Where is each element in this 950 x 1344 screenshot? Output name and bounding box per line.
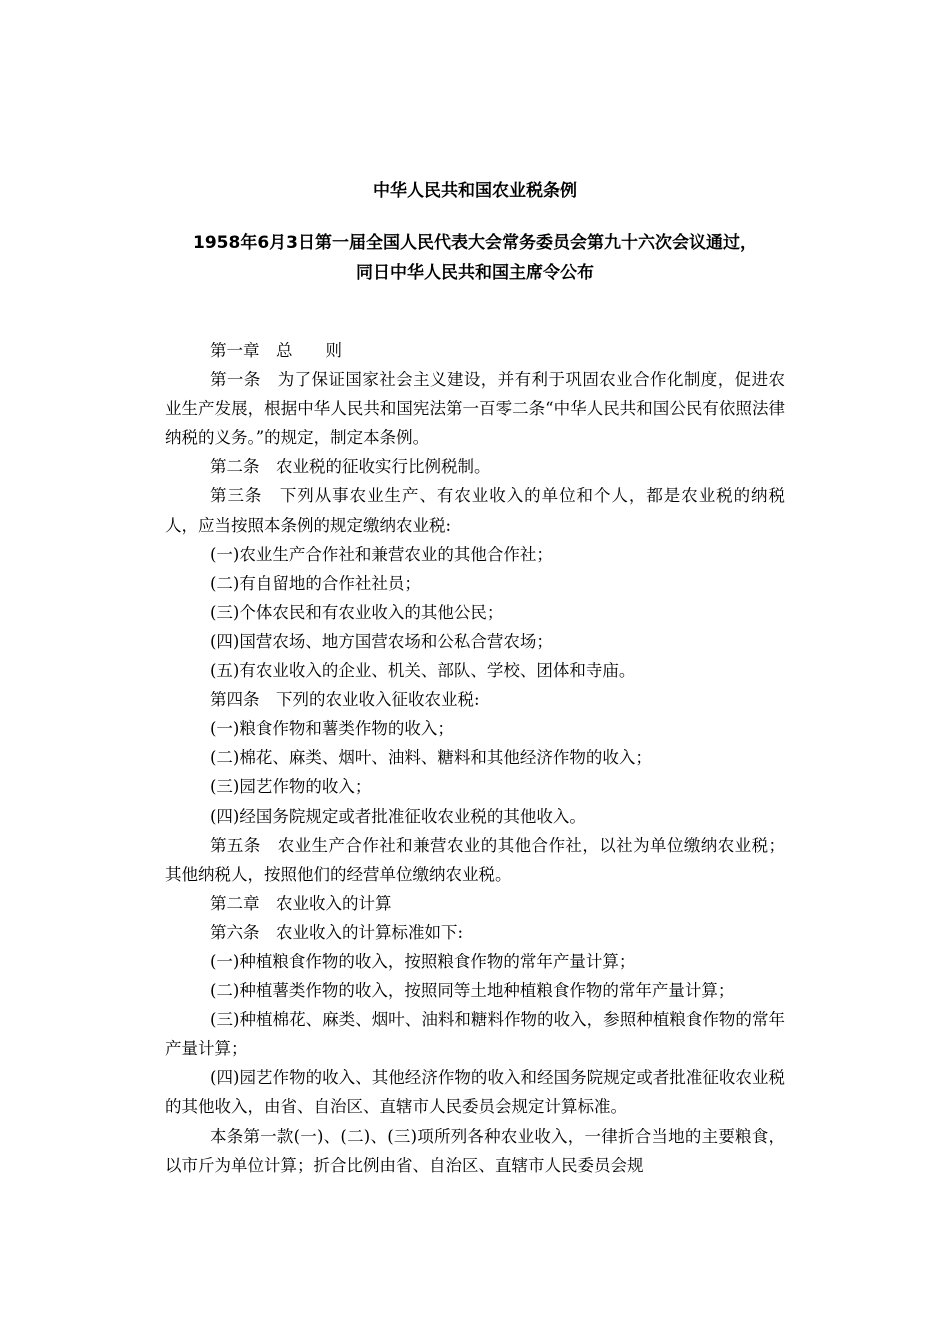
list-item: (一)粮食作物和薯类作物的收入； <box>210 719 454 739</box>
list-item: (二)种植薯类作物的收入，按照同等土地种植粮食作物的常年产量计算； <box>210 981 735 1001</box>
document-subtitle-line2: 同日中华人民共和国主席令公布 <box>356 263 594 283</box>
list-item: (四)国营农场、地方国营农场和公私合营农场； <box>210 631 553 651</box>
article-paragraph: 第六条 农业收入的计算标准如下: <box>210 922 464 942</box>
list-item: (一)农业生产合作社和兼营农业的其他合作社； <box>210 544 553 564</box>
article-paragraph: 第二条 农业税的征收实行比例税制。 <box>210 457 491 477</box>
chapter-heading: 第一章 总 则 <box>210 341 342 360</box>
list-item: (三)园艺作物的收入； <box>210 777 372 797</box>
document-body <box>165 336 785 1180</box>
list-item: (四)经国务院规定或者批准征收农业税的其他收入。 <box>210 806 586 826</box>
article-paragraph: 第五条 农业生产合作社和兼营农业的其他合作社，以社为单位缴纳农业税；其他纳税人，按照他们的经营单位缴纳农业税。 <box>165 835 785 884</box>
list-item: (三)个体农民和有农业收入的其他公民； <box>210 602 504 622</box>
list-item: (一)种植粮食作物的收入，按照粮食作物的常年产量计算； <box>210 951 636 971</box>
list-item: (二)棉花、麻类、烟叶、油料、糖料和其他经济作物的收入； <box>210 748 652 768</box>
list-item: (二)有自留地的合作社社员； <box>210 573 421 593</box>
list-item: (四)园艺作物的收入、其他经济作物的收入和经国务院规定或者批准征收农业税的其他收入，由省、自治区、直辖市人民委员会规定计算标准。 <box>165 1068 785 1117</box>
article-paragraph: 本条第一款(一)、(二)、(三)项所列各种农业收入，一律折合当地的主要粮食，以市斤为单位计算；折合比例由省、自治区、直辖市人民委员会规 <box>165 1126 785 1175</box>
article-paragraph: 第四条 下列的农业收入征收农业税: <box>210 690 480 710</box>
list-item: (五)有农业收入的企业、机关、部队、学校、团体和寺庙。 <box>210 661 636 681</box>
chapter-heading: 第二章 农业收入的计算 <box>210 893 392 913</box>
article-paragraph: 第三条 下列从事农业生产、有农业收入的单位和个人，都是农业税的纳税人，应当按照本条例的规定缴纳农业税: <box>165 486 785 535</box>
document-title: 中华人民共和国农业税条例 <box>373 181 577 201</box>
document-subtitle-line1: 1958年6月3日第一届全国人民代表大会常务委员会第九十六次会议通过， <box>193 233 757 253</box>
list-item: (三)种植棉花、麻类、烟叶、油料和糖料作物的收入，参照种植粮食作物的常年产量计算； <box>165 1010 785 1059</box>
article-paragraph: 第一条 为了保证国家社会主义建设，并有利于巩固农业合作化制度，促进农业生产发展，根据中华人民共和国宪法第一百零二条“中华人民共和国公民有依照法律纳税的义务。”的规定，制定本条例。 <box>165 370 785 448</box>
